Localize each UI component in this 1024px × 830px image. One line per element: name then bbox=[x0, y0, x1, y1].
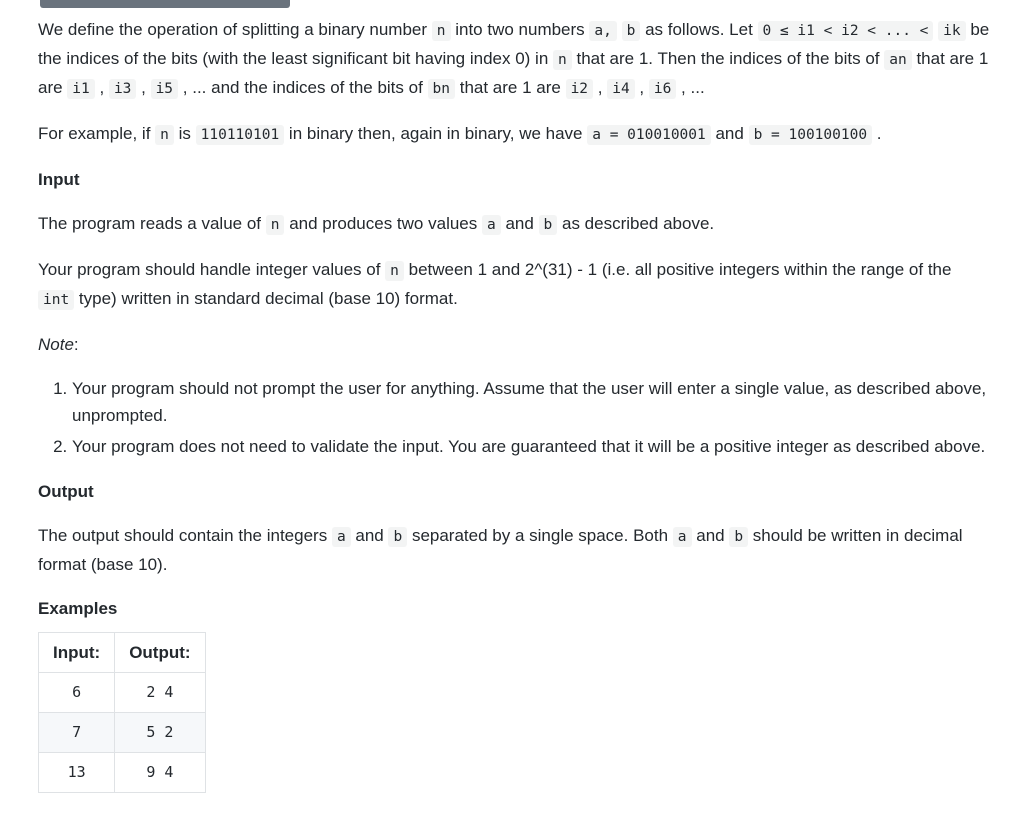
text: The program reads a value of bbox=[38, 214, 266, 233]
text: separated by a single space. Both bbox=[407, 526, 673, 545]
inline-code: 110110101 bbox=[196, 125, 285, 145]
inline-code: 0 ≤ i1 < i2 < ... < bbox=[758, 21, 934, 41]
table-cell: 7 bbox=[39, 713, 115, 753]
note-label-text: Note bbox=[38, 335, 74, 354]
text: type) written in standard decimal (base 10) format. bbox=[74, 289, 458, 308]
text: We define the operation of splitting a binary number bbox=[38, 20, 432, 39]
text bbox=[617, 20, 622, 39]
inline-code: a bbox=[482, 215, 501, 235]
text: , bbox=[634, 78, 649, 97]
inline-code: a, bbox=[589, 21, 616, 41]
note-item: 2. Your program does not need to validate the input. You are guaranteed that it will be a positive integer as described above. bbox=[72, 433, 990, 460]
inline-code: an bbox=[884, 50, 911, 70]
inline-code: n bbox=[553, 50, 572, 70]
text: that are 1. Then the indices of the bits of bbox=[571, 49, 885, 68]
output-heading: Output bbox=[38, 482, 94, 501]
inline-code: n bbox=[155, 125, 174, 145]
examples-table bbox=[38, 632, 206, 793]
header-input: Input: bbox=[39, 633, 115, 673]
text: should be written in decimal format (base 10). bbox=[38, 526, 963, 574]
table-row bbox=[39, 753, 206, 793]
inline-code: int bbox=[38, 290, 74, 310]
inline-code: bn bbox=[428, 79, 455, 99]
table-cell: 13 bbox=[39, 753, 115, 793]
text: . bbox=[872, 124, 882, 143]
text: and bbox=[710, 124, 749, 143]
inline-code: a bbox=[332, 527, 351, 547]
text: , bbox=[593, 78, 608, 97]
note-label bbox=[38, 331, 990, 358]
table-cell: 2 4 bbox=[115, 673, 205, 713]
problem-statement bbox=[38, 16, 990, 793]
range-paragraph bbox=[38, 256, 990, 314]
text: and bbox=[691, 526, 730, 545]
table-cell: 6 bbox=[39, 673, 115, 713]
text: The output should contain the integers bbox=[38, 526, 332, 545]
table-cell: 5 2 bbox=[115, 713, 205, 753]
text: and bbox=[500, 214, 539, 233]
inline-code: b = 100100100 bbox=[749, 125, 873, 145]
definition-paragraph bbox=[38, 16, 990, 103]
text: , bbox=[136, 78, 151, 97]
output-paragraph bbox=[38, 522, 990, 578]
input-heading: Input bbox=[38, 170, 80, 189]
text: be the indices of the bits (with the least significant bit having index 0) in bbox=[38, 20, 990, 68]
table-header-row bbox=[39, 633, 206, 673]
text: and produces two values bbox=[284, 214, 482, 233]
inline-code: i3 bbox=[109, 79, 136, 99]
input-paragraph bbox=[38, 210, 990, 239]
table-row bbox=[39, 713, 206, 753]
inline-code: n bbox=[385, 261, 404, 281]
top-toolbar-tab bbox=[40, 0, 290, 8]
inline-code: ik bbox=[938, 21, 965, 41]
text: Your program should handle integer values of bbox=[38, 260, 386, 279]
inline-code: i4 bbox=[607, 79, 634, 99]
text: , ... bbox=[676, 78, 705, 97]
examples-heading: Examples bbox=[38, 599, 118, 618]
text: that are 1 are bbox=[38, 49, 989, 97]
inline-code: i1 bbox=[67, 79, 94, 99]
text: in binary then, again in binary, we have bbox=[284, 124, 588, 143]
inline-code: b bbox=[729, 527, 748, 547]
inline-code: a bbox=[673, 527, 692, 547]
text: , bbox=[94, 78, 109, 97]
inline-code: i6 bbox=[649, 79, 676, 99]
text: , ... and the indices of the bits of bbox=[178, 78, 428, 97]
text: into two numbers bbox=[450, 20, 590, 39]
inline-code: b bbox=[539, 215, 558, 235]
example-paragraph bbox=[38, 120, 990, 149]
inline-code: b bbox=[622, 21, 641, 41]
text: between 1 and 2^(31) - 1 (i.e. all positive integers within the range of the bbox=[403, 260, 952, 279]
text: that are 1 are bbox=[455, 78, 566, 97]
inline-code: n bbox=[432, 21, 451, 41]
inline-code: i2 bbox=[566, 79, 593, 99]
table-row bbox=[39, 673, 206, 713]
note-colon: : bbox=[73, 335, 79, 354]
inline-code: b bbox=[388, 527, 407, 547]
note-list bbox=[38, 375, 990, 460]
inline-code: i5 bbox=[151, 79, 178, 99]
inline-code: n bbox=[266, 215, 285, 235]
text: is bbox=[173, 124, 196, 143]
text: as described above. bbox=[557, 214, 715, 233]
text: and bbox=[350, 526, 389, 545]
text: For example, if bbox=[38, 124, 156, 143]
table-cell: 9 4 bbox=[115, 753, 205, 793]
inline-code: a = 010010001 bbox=[587, 125, 711, 145]
text: as follows. Let bbox=[640, 20, 758, 39]
header-output: Output: bbox=[115, 633, 205, 673]
note-item: 1. Your program should not prompt the user for anything. Assume that the user will enter a single value, as described above, unprompted. bbox=[72, 375, 990, 429]
